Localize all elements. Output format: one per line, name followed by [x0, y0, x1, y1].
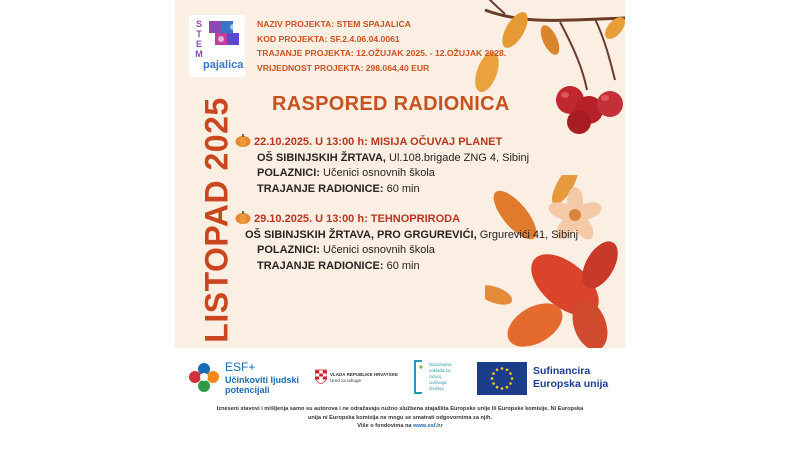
event-duration	[235, 259, 578, 275]
eu-flag-icon	[477, 362, 527, 395]
event-header: 22.10.2025. U 13:00 h: MISIJA OČUVAJ PLANET	[254, 136, 503, 148]
nz-line4: civilnoga	[429, 380, 447, 385]
nacionalna-zaklada-logo	[412, 358, 472, 398]
participants-label: POLAZNICI:	[257, 244, 320, 256]
event-header-line	[235, 133, 529, 151]
esf-title: ESF+	[225, 360, 256, 374]
esf-line2: potencijali	[225, 385, 270, 395]
poster-top-area	[175, 0, 625, 348]
esf-logo	[189, 360, 307, 396]
croatian-government-logo	[315, 366, 405, 390]
nz-line1: Nacionalna	[429, 362, 452, 367]
event-address: Ul.108.brigade ZNG 4, Sibinj	[385, 151, 530, 164]
page-title: RASPORED RADIONICA	[272, 93, 510, 115]
funding-footer	[175, 348, 625, 450]
disclaimer-line1: Izneseni stavovi i mišljenja samo su autorova i ne odražavaju nužno službena stajališta Europske unije ili Europske komisije. Ni Europska	[216, 406, 584, 412]
gov-line1: VLADA REPUBLIKE HRVATSKE	[330, 372, 398, 377]
participants-label: POLAZNICI:	[257, 167, 320, 179]
disclaimer-prefix: Više o fondovima na	[357, 423, 414, 429]
eu-disclaimer	[183, 405, 617, 431]
project-name-line: NAZIV PROJEKTA: STEM SPAJALICA	[257, 19, 411, 29]
event-participants	[235, 166, 529, 182]
event-item	[235, 210, 578, 274]
disclaimer-line3	[183, 422, 617, 431]
duration-value: 60 min	[383, 182, 420, 195]
pumpkin-icon	[235, 210, 251, 224]
event-school: OŠ SIBINJSKIH ŽRTAVA, PRO GRGUREVIĆI,	[245, 228, 477, 241]
logo-stem-letters: STEM	[194, 19, 204, 59]
project-value-line: VRIJEDNOST PROJEKTA: 298.064,40 EUR	[257, 62, 430, 73]
event-header: 29.10.2025. U 13:00 h: TEHNOPRIRODA	[254, 213, 461, 225]
participants-value: Učenici osnovnih škola	[319, 244, 435, 256]
croatian-coat-of-arms-icon	[315, 368, 327, 384]
project-code-line: KOD PROJEKTA: SF.2.4.06.04.0061	[257, 33, 400, 44]
stem-spajalica-logo	[189, 15, 245, 77]
project-info	[257, 17, 506, 75]
gov-line2: Ured za udruge	[330, 378, 362, 383]
esf-website-link[interactable]: www.esf.hr	[413, 423, 443, 429]
poster	[175, 0, 625, 450]
participants-value: Učenici osnovnih škola	[319, 167, 435, 179]
nz-line3: razvoj	[429, 374, 442, 379]
event-participants	[235, 243, 578, 259]
eu-line1: Sufinancira	[533, 365, 591, 377]
duration-value: 60 min	[383, 259, 420, 272]
puzzle-cubes-icon	[207, 19, 243, 53]
month-vertical-title: LISTOPAD 2025	[198, 97, 235, 343]
nz-line5: društva	[429, 386, 444, 391]
esf-line1: Učinkoviti ljudski	[225, 375, 300, 385]
logo-wordmark: pajalica	[203, 59, 244, 71]
nz-line2: zaklada za	[429, 368, 451, 373]
event-address: Grgurevići 41, Sibinj	[476, 228, 579, 241]
event-header-line	[235, 210, 578, 228]
event-location	[235, 228, 578, 244]
logo-vertical-text	[194, 19, 204, 61]
pumpkin-icon	[235, 133, 251, 147]
duration-label: TRAJANJE RADIONICE:	[257, 259, 384, 272]
esf-flower-icon	[189, 362, 219, 394]
event-school: OŠ SIBINJSKIH ŽRTAVA,	[257, 151, 386, 164]
eu-cofunded-logo	[477, 362, 622, 396]
eu-line2: Europska unija	[533, 378, 609, 390]
event-location	[235, 151, 529, 167]
disclaimer-line2: unija ni Europska komisija ne mogu se smatrati odgovornima za njih.	[307, 414, 492, 421]
duration-label: TRAJANJE RADIONICE:	[257, 182, 384, 195]
project-duration-line: TRAJANJE PROJEKTA: 12.OŽUJAK 2025. - 12.OŽUJAK 2028.	[257, 48, 507, 58]
event-duration	[235, 182, 529, 198]
event-item	[235, 133, 529, 197]
nz-bracket-icon	[412, 359, 428, 395]
